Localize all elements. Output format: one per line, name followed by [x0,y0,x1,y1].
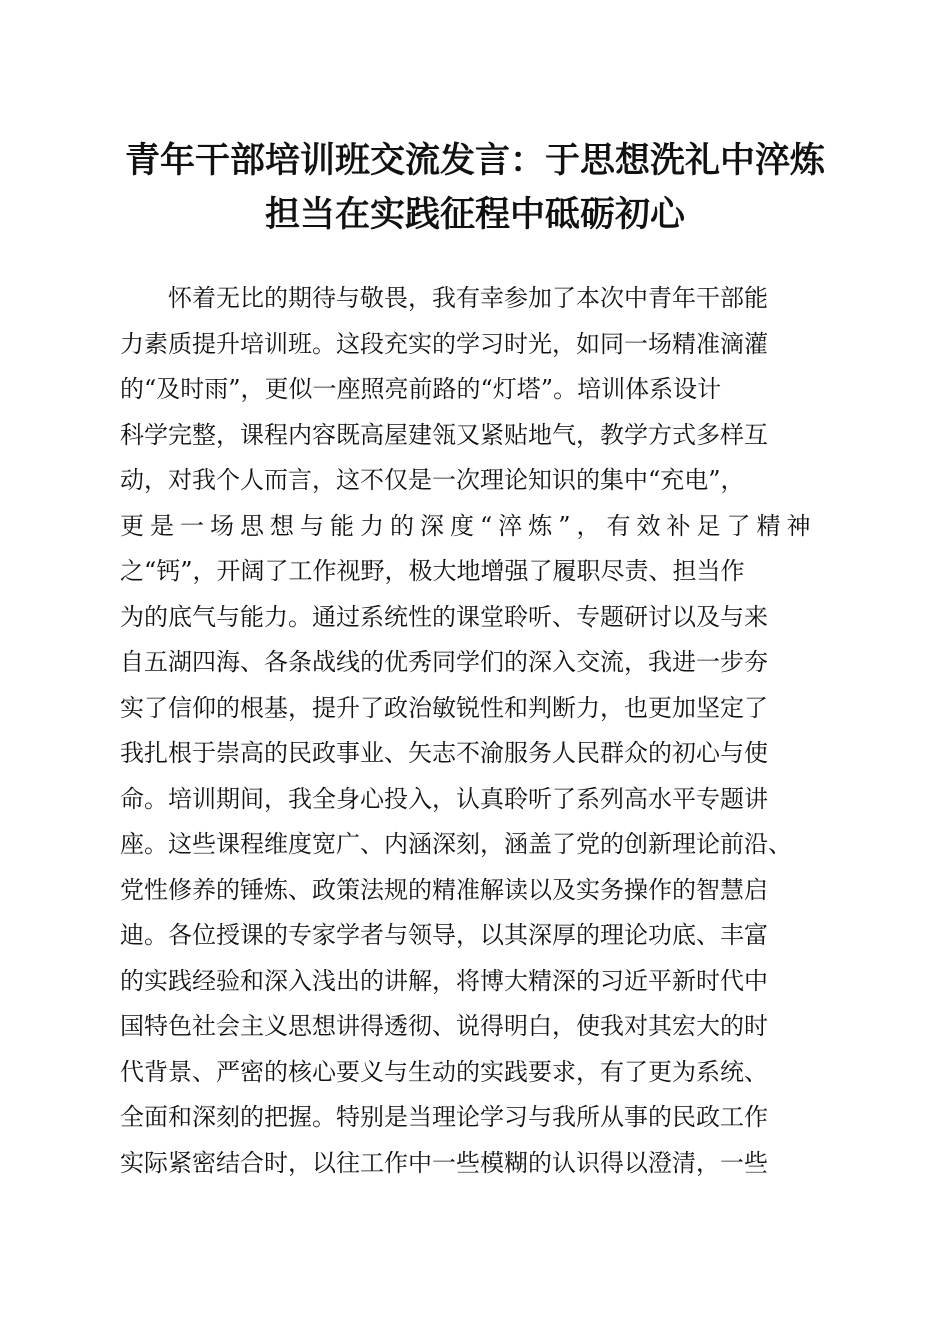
paragraph-line: 实际紧密结合时，以往工作中一些模糊的认识得以澄清，一些 [120,1148,768,1177]
paragraph-line: 迪。各位授课的专家学者与领导，以其深厚的理论功底、丰富 [120,921,768,949]
paragraph-line: 的“及时雨”，更似一座照亮前路的“灯塔”。培训体系设计 [120,375,722,403]
document-title [80,134,870,242]
paragraph-line: 我扎根于崇高的民政事业、矢志不渝服务人民群众的初心与使 [120,739,768,767]
paragraph-line: 之“钙”，开阔了工作视野，极大地增强了履职尽责、担当作 [120,557,745,585]
paragraph-line: 动，对我个人而言，这不仅是一次理论知识的集中“充电”， [120,466,745,494]
paragraph-line: 科学完整，课程内容既高屋建瓴又紧贴地气，教学方式多样互 [120,420,768,449]
paragraph-line: 怀着无比的期待与敬畏，我有幸参加了本次中青年干部能 [168,284,768,312]
paragraph-line: 代背景、严密的核心要义与生动的实践要求，有了更为系统、 [120,1057,768,1086]
title-line-1: 青年干部培训班交流发言：于思想洗礼中淬炼 [124,140,825,181]
paragraph-line: 的实践经验和深入浅出的讲解，将博大精深的习近平新时代中 [120,966,768,995]
body-paragraph [120,276,860,1186]
paragraph-line: 力素质提升培训班。这段充实的学习时光，如同一场精准滴灌 [120,329,768,358]
paragraph-line: 国特色社会主义思想讲得透彻、说得明白，使我对其宏大的时 [120,1012,768,1040]
paragraph-line: 实了信仰的根基，提升了政治敏锐性和判断力，也更加坚定了 [120,693,768,722]
title-line-2: 担当在实践征程中砥砺初心 [264,194,685,235]
paragraph-line: 全面和深刻的把握。特别是当理论学习与我所从事的民政工作 [120,1103,768,1131]
paragraph-line: 更是一场思想与能力的深度“淬炼”，有效补足了精神 [120,511,817,540]
paragraph-line: 党性修养的锤炼、政策法规的精准解读以及实务操作的智慧启 [120,875,768,904]
paragraph-line: 为的底气与能力。通过系统性的课堂聆听、专题研讨以及与来 [120,602,768,631]
paragraph-line: 座。这些课程维度宽广、内涵深刻，涵盖了党的创新理论前沿、 [120,830,792,858]
paragraph-line: 自五湖四海、各条战线的优秀同学们的深入交流，我进一步夯 [120,648,768,676]
paragraph-line: 命。培训期间，我全身心投入，认真聆听了系列高水平专题讲 [120,784,768,813]
